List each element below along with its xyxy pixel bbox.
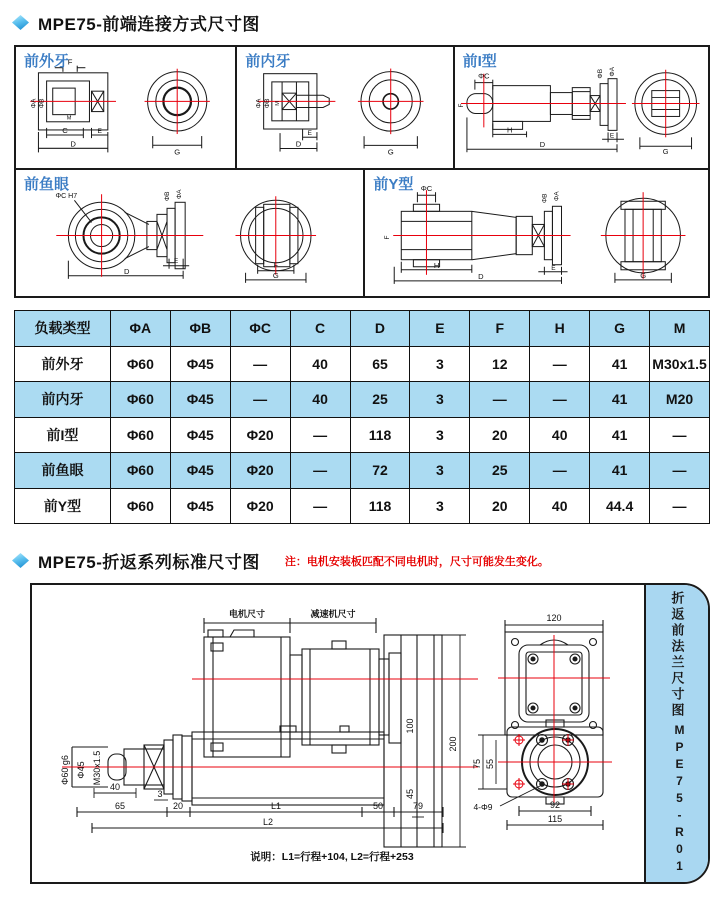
cell: M30x1.5 (650, 346, 710, 382)
cell: 3 (410, 382, 470, 418)
cell: Φ60 (110, 453, 170, 489)
dim-label-D: D (296, 139, 302, 149)
dim-label-D: D (539, 140, 545, 150)
cell: 40 (530, 488, 590, 524)
dim-label-F: F (67, 57, 73, 67)
dim-label-G: G (640, 270, 647, 280)
drawings-grid (14, 45, 710, 298)
dim-3: 3 (157, 789, 163, 799)
foldback-dimension-drawing (32, 585, 646, 882)
dim-label-G: G (662, 147, 669, 157)
diamond-icon (12, 553, 29, 568)
cell: 72 (350, 453, 410, 489)
dim-label-M: M (275, 101, 282, 106)
rod-diameter-label: Φ60 g6 (60, 755, 70, 785)
panel-label: 前外牙 (24, 53, 70, 70)
cell: 前内牙 (15, 382, 111, 418)
panel-label: 前鱼眼 (24, 176, 70, 193)
cell: 前I型 (15, 417, 111, 453)
cell: Φ45 (170, 346, 230, 382)
dim-label-C: C (62, 126, 68, 136)
cell: 25 (350, 382, 410, 418)
col-header: C (290, 311, 350, 347)
cell: — (290, 417, 350, 453)
stroke-formula-note: 说明：L1=行程+104, L2=行程+253 (250, 851, 414, 863)
foldback-drawing-box (30, 583, 710, 884)
cell: 40 (530, 417, 590, 453)
dim-L2: L2 (262, 817, 274, 827)
dim-label-D: D (478, 271, 484, 281)
cell: 118 (350, 417, 410, 453)
panel-front-fisheye (16, 170, 363, 296)
dim-label-D: D (124, 266, 130, 276)
col-header: ΦA (110, 311, 170, 347)
dim-label-phiB: ΦB (38, 98, 46, 109)
cell: Φ20 (230, 417, 290, 453)
dim-label-F: F (457, 103, 465, 108)
cell: 前Y型 (15, 488, 111, 524)
col-header: E (410, 311, 470, 347)
dim-120: 120 (546, 613, 562, 623)
cell: — (290, 453, 350, 489)
cell: Φ60 (110, 417, 170, 453)
section1-header (12, 10, 724, 35)
panel-front-y-type (363, 170, 708, 296)
cell: 40 (290, 382, 350, 418)
dim-label-phiB: ΦB (596, 68, 604, 79)
dim-label-phiB: ΦB (164, 191, 172, 202)
dim-55: 55 (485, 758, 495, 770)
cell: — (530, 382, 590, 418)
cell: 3 (410, 453, 470, 489)
col-header: 负载类型 (15, 311, 111, 347)
dim-label-phiA: ΦA (255, 98, 263, 109)
table-header-row (15, 311, 710, 347)
col-header: H (530, 311, 590, 347)
dim-20: 20 (172, 801, 184, 811)
cell: Φ45 (170, 488, 230, 524)
dim-40: 40 (109, 782, 121, 792)
cell: 25 (470, 453, 530, 489)
cell: 12 (470, 346, 530, 382)
dim-label-E: E (97, 128, 102, 136)
dim-label-phiC: ΦC (477, 71, 490, 81)
table-row (15, 346, 710, 382)
motor-dim-label: 电机尺寸 (228, 609, 266, 619)
cell: 41 (590, 382, 650, 418)
dim-label-H: H (434, 260, 440, 270)
side-tab-title: 折返前法兰尺寸图 (669, 591, 685, 719)
cell: — (290, 488, 350, 524)
cell: 41 (590, 453, 650, 489)
cell: Φ45 (170, 417, 230, 453)
cell: — (530, 453, 590, 489)
cell: M20 (650, 382, 710, 418)
dim-65: 65 (114, 801, 126, 811)
cell: Φ45 (170, 453, 230, 489)
cell: — (650, 488, 710, 524)
cell: Φ60 (110, 488, 170, 524)
cell: Φ60 (110, 346, 170, 382)
dim-100: 100 (405, 718, 415, 734)
cell: — (230, 382, 290, 418)
dim-label-phiC-h7: ΦC H7 (55, 193, 78, 201)
rod-diameter2-label: Φ45 (76, 761, 86, 779)
cell: — (650, 453, 710, 489)
col-header: ΦB (170, 311, 230, 347)
dim-label-G: G (174, 147, 181, 157)
dim-label-phiB: ΦB (264, 98, 272, 109)
rod-thread-label: M30x1.5 (92, 750, 102, 786)
dim-label-G: G (388, 147, 395, 157)
cell: Φ60 (110, 382, 170, 418)
dim-45: 45 (405, 788, 415, 800)
dim-label-D: D (70, 139, 76, 149)
dim-L1: L1 (270, 801, 282, 811)
dim-label-E: E (609, 132, 614, 140)
cell: 20 (470, 488, 530, 524)
table-row (15, 417, 710, 453)
cell: 20 (470, 417, 530, 453)
dim-label-E: E (551, 264, 557, 272)
dim-50: 50 (372, 801, 384, 811)
dim-200: 200 (448, 736, 458, 752)
front-y-type-drawing (365, 170, 708, 296)
cell: 3 (410, 488, 470, 524)
cell: 118 (350, 488, 410, 524)
dim-92: 92 (549, 800, 561, 810)
panel-label: 前Y型 (373, 176, 414, 193)
panel-front-external-thread (16, 47, 235, 168)
dim-label-phiA: ΦA (553, 191, 561, 202)
holes-label: 4-Φ9 (473, 802, 493, 812)
cell: 前鱼眼 (15, 453, 111, 489)
cell: Φ20 (230, 453, 290, 489)
cell: 41 (590, 417, 650, 453)
dim-label-phiA: ΦA (176, 189, 184, 200)
cell: — (530, 346, 590, 382)
cell: — (470, 382, 530, 418)
dim-label-G: G (272, 270, 279, 280)
cell: 65 (350, 346, 410, 382)
col-header: ΦC (230, 311, 290, 347)
dim-label-H: H (506, 125, 512, 135)
cell: — (230, 346, 290, 382)
dim-label-phiA: ΦA (608, 66, 616, 77)
dim-label-F: F (273, 262, 278, 270)
col-header: F (470, 311, 530, 347)
dim-label-E: E (307, 130, 313, 138)
dim-label-E: E (173, 257, 179, 265)
dim-label-F: F (384, 235, 392, 240)
col-header: D (350, 311, 410, 347)
cell: 前外牙 (15, 346, 111, 382)
motor-plate-note: 注：电机安装板匹配不同电机时，尺寸可能发生变化。 (284, 555, 549, 568)
cell: 41 (590, 346, 650, 382)
cell: 3 (410, 346, 470, 382)
col-header: G (590, 311, 650, 347)
spec-table (14, 310, 710, 524)
dim-115: 115 (547, 814, 563, 824)
cell: 44.4 (590, 488, 650, 524)
dim-label-phiA: ΦA (30, 98, 38, 109)
table-row (15, 488, 710, 524)
dim-label-phiC: ΦC (421, 184, 433, 194)
panel-front-i-type (453, 47, 708, 168)
reducer-dim-label: 减速机尺寸 (310, 609, 356, 619)
dim-75: 75 (472, 758, 482, 770)
cell: 3 (410, 417, 470, 453)
dim-label-M: M (66, 115, 72, 122)
side-tab-model: MPE75-R01 (672, 723, 687, 876)
side-tab-foldback-flange (644, 585, 708, 882)
dim-79: 79 (412, 801, 424, 811)
section2-header (12, 548, 724, 573)
section2-title: MPE75-折返系列标准尺寸图 (38, 553, 260, 572)
cell: 40 (290, 346, 350, 382)
table-row (15, 453, 710, 489)
cell: Φ45 (170, 382, 230, 418)
cell: — (650, 417, 710, 453)
panel-label: 前I型 (462, 53, 497, 70)
table-row (15, 382, 710, 418)
dim-label-phiB: ΦB (541, 193, 549, 204)
cell: Φ20 (230, 488, 290, 524)
diamond-icon (12, 15, 29, 30)
col-header: M (650, 311, 710, 347)
section1-title: MPE75-前端连接方式尺寸图 (38, 15, 260, 34)
panel-label: 前内牙 (245, 53, 291, 70)
panel-front-internal-thread (235, 47, 452, 168)
